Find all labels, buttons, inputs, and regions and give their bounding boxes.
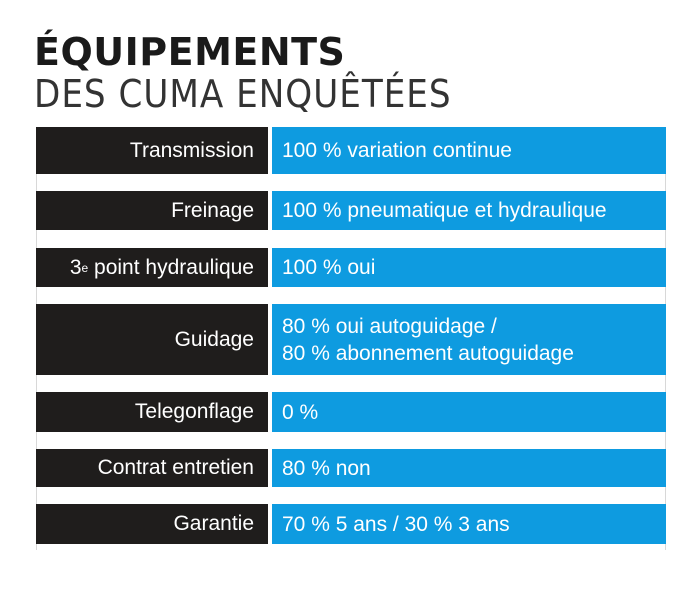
row-value: 100 % pneumatique et hydraulique (272, 191, 666, 230)
row-label-prefix: 3 (69, 255, 82, 279)
table-row-telegonflage (36, 392, 666, 432)
row-value: 100 % variation continue (272, 127, 666, 174)
table-row-guidage (36, 304, 666, 375)
row-value: 100 % oui (272, 248, 666, 287)
row-value-line-2: 80 % abonnement autoguidage (282, 341, 574, 365)
title-line-1: ÉQUIPEMENTS (34, 30, 346, 74)
row-label: Garantie (36, 504, 268, 544)
table-row-transmission (36, 127, 666, 174)
row-label: Guidage (36, 304, 268, 375)
row-value: 80 % non (272, 449, 666, 487)
table-row-contrat-entretien (36, 449, 666, 487)
row-label-suffix: point hydraulique (88, 255, 254, 279)
title-line-2: DES CUMA ENQUÊTÉES (34, 72, 452, 116)
row-value-line-1: 80 % oui autoguidage / (282, 314, 497, 338)
row-value (272, 304, 666, 375)
row-label: Freinage (36, 191, 268, 230)
row-label: 3 e point hydraulique (36, 248, 268, 287)
table-row-3e-point (36, 248, 666, 287)
row-value: 0 % (272, 392, 666, 432)
row-label: Telegonflage (36, 392, 268, 432)
table-row-garantie (36, 504, 666, 544)
table-row-freinage (36, 191, 666, 230)
equipment-table (36, 127, 666, 550)
row-value: 70 % 5 ans / 30 % 3 ans (272, 504, 666, 544)
row-label: Transmission (36, 127, 268, 174)
row-label: Contrat entretien (36, 449, 268, 487)
